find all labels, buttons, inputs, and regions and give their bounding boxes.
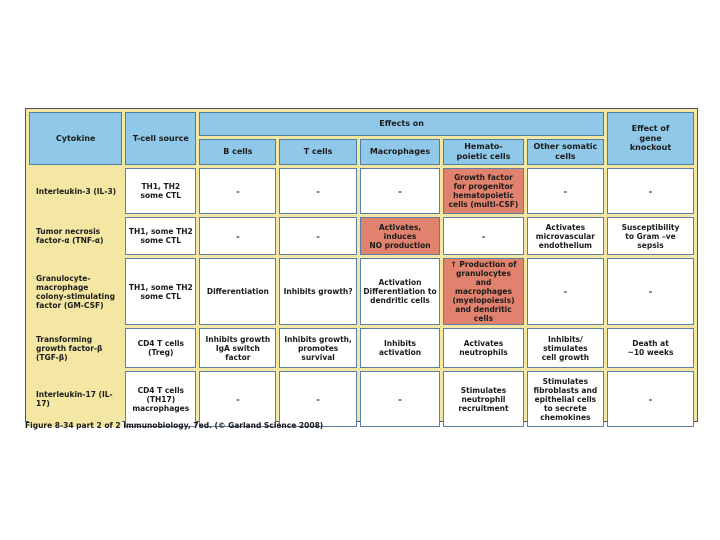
cell-b-cells: – [199, 371, 276, 427]
cell-other-somatic: Stimulates fibroblasts and epithelial cells to secrete chemokines [527, 371, 604, 427]
cell-knockout: – [607, 371, 694, 427]
header-macrophages: Macrophages [360, 139, 441, 165]
row-cytokine-name: Transforming growth factor-β (TGF-β) [29, 328, 122, 368]
header-gene-knockout: Effect of gene knockout [607, 112, 694, 165]
cell-b-cells: – [199, 168, 276, 214]
cell-macrophages: – [360, 168, 441, 214]
row-cytokine-name: Interleukin-17 (IL-17) [29, 371, 122, 427]
header-b-cells: B cells [199, 139, 276, 165]
row-cytokine-name: Interleukin-3 (IL-3) [29, 168, 122, 214]
cell-hematopoietic: Activates neutrophils [443, 328, 524, 368]
cell-t-cells: – [279, 371, 356, 427]
cell-tcell-source: TH1, some TH2 some CTL [125, 217, 196, 255]
cell-tcell-source: CD4 T cells (Treg) [125, 328, 196, 368]
cell-other-somatic: Activates microvascular endothelium [527, 217, 604, 255]
row-cytokine-name: Tumor necrosis factor-α (TNF-α) [29, 217, 122, 255]
table-row [29, 328, 694, 368]
cell-knockout: Death at ~10 weeks [607, 328, 694, 368]
cell-b-cells: Differentiation [199, 258, 276, 325]
cell-macrophages: Activates, induces NO production [360, 217, 441, 255]
row-cytokine-name: Granulocyte- macrophage colony-stimulating factor (GM-CSF) [29, 258, 122, 325]
cell-knockout: Susceptibility to Gram –ve sepsis [607, 217, 694, 255]
cell-t-cells: Inhibits growth? [279, 258, 356, 325]
cell-t-cells: – [279, 168, 356, 214]
table-row [29, 258, 694, 325]
header-effects-on: Effects on [199, 112, 604, 136]
cell-tcell-source: CD4 T cells (TH17) macrophages [125, 371, 196, 427]
cell-tcell-source: TH1, some TH2 some CTL [125, 258, 196, 325]
cell-knockout: – [607, 258, 694, 325]
cell-hematopoietic: Growth factor for progenitor hematopoietic cells (multi-CSF) [443, 168, 524, 214]
cell-b-cells: – [199, 217, 276, 255]
cell-t-cells: Inhibits growth, promotes survival [279, 328, 356, 368]
table-row [29, 217, 694, 255]
cell-t-cells: – [279, 217, 356, 255]
cell-other-somatic: Inhibits/ stimulates cell growth [527, 328, 604, 368]
table-row [29, 371, 694, 427]
table-row [29, 168, 694, 214]
cell-hematopoietic: ↑ Production of granulocytes and macrophages (myelopoiesis) and dendritic cells [443, 258, 524, 325]
cell-b-cells: Inhibits growth IgA switch factor [199, 328, 276, 368]
cytokine-table [26, 109, 697, 430]
cell-hematopoietic: Stimulates neutrophil recruitment [443, 371, 524, 427]
header-tcell-source: T-cell source [125, 112, 196, 165]
cell-knockout: – [607, 168, 694, 214]
header-other-somatic-cells: Other somatic cells [527, 139, 604, 165]
figure-caption: Figure 8-34 part 2 of 2 Immunobiology, 7ed. (© Garland Science 2008) [25, 421, 324, 430]
cell-macrophages: Inhibits activation [360, 328, 441, 368]
header-t-cells: T cells [279, 139, 356, 165]
header-cytokine: Cytokine [29, 112, 122, 165]
cell-hematopoietic: – [443, 217, 524, 255]
header-hematopoietic-cells: Hemato- poietic cells [443, 139, 524, 165]
cell-macrophages: Activation Differentiation to dendritic cells [360, 258, 441, 325]
cytokine-table-figure [25, 108, 698, 422]
cell-macrophages: – [360, 371, 441, 427]
cell-other-somatic: – [527, 258, 604, 325]
cell-tcell-source: TH1, TH2 some CTL [125, 168, 196, 214]
cell-other-somatic: – [527, 168, 604, 214]
